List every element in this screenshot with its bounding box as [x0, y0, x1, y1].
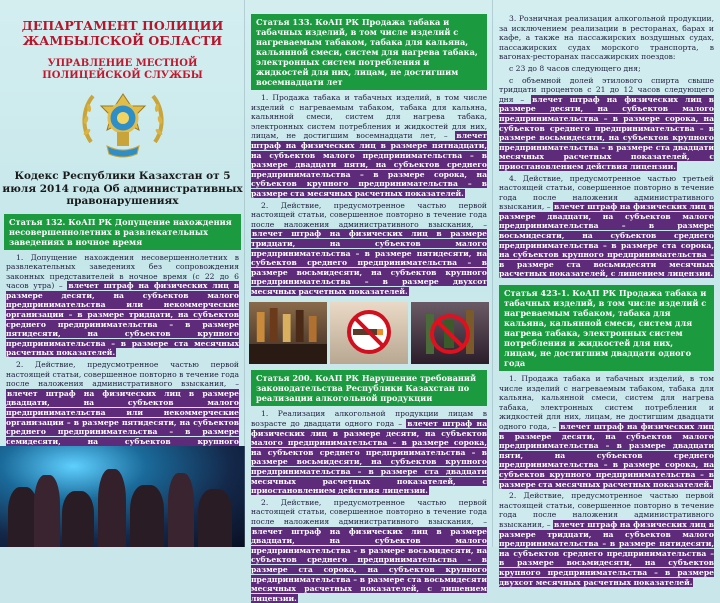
article-200-text: [245, 409, 493, 603]
article-200-part-3: 3. Розничная реализация алкогольной продукции, за исключением реализации в ресторанах, барах и кафе, а также на пассажирских воздушных судах, пассажирских судах морского транспорта, в вагонах-ресторанах пассажирских поездов:: [499, 14, 714, 62]
article-132-part-1-text: 1. Допущение нахождения несовершеннолетних в развлекательных заведениях без сопровождения законных представителей в ночное время (с 22 до 6 часов утра) –: [6, 252, 239, 291]
article-200-part-1: [251, 409, 487, 495]
prohibition-photos: [249, 302, 489, 364]
article-133-part-2: [251, 201, 487, 297]
article-200-part-3-time-1: с 23 до 8 часов следующего дня;: [509, 63, 641, 73]
article-423-1-part-2-penalty: влечет штраф на физических лиц в размере тридцати, на субъектов малого предпринимательства – в размере пятидесяти, на субъектов среднего предпринимательства – в размере восьмидесяти, на субъектов крупного предпринимательства – в размере двухсот месячных расчетных показателей.: [499, 519, 714, 587]
article-133-part-2-penalty: влечет штраф на физических лиц в размере тридцати, на субъектов малого предпринимательства – в размере пятидесяти, на субъектов среднего предпринимательства – в размере восьмидесяти, на субъектов крупного предпринимательства – в размере двухсот месячных расчетных показателей.: [251, 229, 487, 296]
article-200-part-2-text: 2. Действие, предусмотренное частью первой настоящей статьи, совершенное повторно в течение года после наложения административного взыскания, –: [251, 497, 487, 526]
article-132-text: [0, 253, 245, 476]
no-alcohol-sign-photo: [411, 302, 489, 364]
article-200-part-3-time-2-text: с объемной долей этилового спирта свыше тридцати процентов с 21 до 12 часов следующего дня –: [499, 75, 714, 104]
article-200-part-4-penalty: влечет штраф на физических лиц в размере двадцати, на субъектов малого предпринимательства – в размере восьмидесяти, на субъектов среднего предпринимательства – в размере ста сорока, на субъектов крупного предпринимательства – в размере ста восьмидесяти месячных расчетных показателей, с лишением лицензии.: [499, 202, 714, 279]
article-132-part-1-penalty: влечет штраф на физических лиц в размере десяти, на субъектов малого предпринимательства или некоммерческие организации – в размере тридцати, на субъектов среднего предпринимательства – в размере пятидесяти, на субъектов крупного предпринимательства – в размере ста месячных расчетных показателей.: [6, 281, 239, 358]
article-423-1-part-1: [499, 374, 714, 489]
article-423-1-part-1-penalty: влечет штраф на физических лиц в размере десяти, на субъектов малого предпринимательства – в размере двадцати пяти, на субъектов среднего предпринимательства – в размере сорока, на субъектов крупного предпринимательства – в размере ста месячных расчетных показателей.: [499, 422, 714, 489]
article-200-part-1-penalty: влечет штраф на физических лиц в размере десяти, на субъектов малого предпринимательства – в размере сорока, на субъектов среднего предпринимательства – в размере восьмидесяти, на субъектов крупного предпринимательства – в размере ста двадцати месячных расчетных показателей, с приостановлением действия лицензии.: [251, 419, 487, 496]
article-133-text: [245, 93, 493, 296]
article-133-part-1-text: 1. Продажа табака и табачных изделий, в том числе изделий с нагреваемым табаком, табака для кальяна, кальянной смеси, систем для нагрева табака, электронных систем потребления и жидкостей для них, лицам, не достигшим восемнадцати лет, –: [251, 93, 487, 141]
article-200-part-3-penalty: влечет штраф на физических лиц в размере десяти, на субъектов малого предпринимательства – в размере сорока, на субъектов среднего предпринимательства – в размере восьмидесяти, на субъектов крупного предпринимательства – в размере ста двадцати месячных расчетных показателей, с приостановлением действия лицензии.: [499, 94, 714, 171]
article-133-part-1: [251, 93, 487, 199]
article-200-part-4-text: 4. Действие, предусмотренное частью третьей настоящей статьи, совершенное повторно в течение года после наложения административного взыскания, –: [499, 173, 714, 212]
department-subtitle: УПРАВЛЕНИЕ МЕСТНОЙ ПОЛИЦЕЙСКОЙ СЛУЖБЫ: [42, 58, 203, 81]
article-133-heading: Статья 133. КоАП РК Продажа табака и табачных изделий, в том числе изделий с нагреваемым табаком, табака для кальяна, кальянной смеси, систем для нагрева табака, электронных систем потребления и жидкостей для них, лицам, не достигшим восемнадцати лет: [251, 14, 487, 90]
brochure-panel-left: [0, 0, 245, 547]
article-423-1-heading: Статья 423-1. КоАП РК Продажа табака и табачных изделий, в том числе изделий с нагреваемым табаком, табака для кальяна, кальянной смеси, систем для нагрева табака, электронных систем потребления и жидкостей для них, лицам, не достигшим двадцати одного года: [499, 285, 714, 371]
brochure-panel-middle: [245, 0, 493, 603]
article-200-part-2-penalty: влечет штраф на физических лиц в размере двадцати, на субъектов малого предпринимательства – в размере восьмидесяти, на субъектов среднего предпринимательства – в размере ста сорока, на субъектов крупного предпринимательства – в размере ста восьмидесяти месячных расчетных показателей, с лишением лицензии.: [251, 526, 487, 603]
article-200-part-2: [251, 498, 487, 603]
article-423-1-part-2-text: 2. Действие, предусмотренное частью первой настоящей статьи, совершенное повторно в течение года после наложения административного взыскания, –: [499, 491, 714, 529]
article-200-part-3-time-2: [499, 76, 714, 172]
article-200-heading: Статья 200. КоАП РК Нарушение требований законодательства Республики Казахстан по реализации алкогольной продукции: [251, 370, 487, 406]
article-423-1-text: [493, 374, 720, 587]
bar-photo: [249, 302, 327, 364]
article-133-part-1-penalty: влечет штраф на физических лиц в размере пятнадцати, на субъектов малого предпринимательства – в размере двадцати пяти, на субъектов среднего предпринимательства – в размере сорока, на субъектов крупного предпринимательства – в размере ста месячных расчетных показателей.: [251, 131, 487, 198]
article-132-part-2-text: 2. Действие, предусмотренное частью первой настоящей статьи, совершенное повторно в течение года после наложения административного взыскания, –: [6, 360, 239, 389]
nightclub-photo: [0, 446, 245, 547]
police-emblem-icon: [77, 88, 169, 166]
article-132-part-2-penalty: влечет штраф на физических лиц в размере двадцати, на субъектов малого предпринимательства или некоммерческие организации – в размере пятидесяти, на субъектов среднего предпринимательства – в размере семидесяти, на субъектов крупного: [6, 389, 239, 475]
article-200-part-4: [499, 174, 714, 280]
article-132-heading: Статья 132. КоАП РК Допущение нахождения несовершеннолетних в развлекательных заведениях в ночное время: [4, 214, 241, 250]
brochure-panel-right: [493, 0, 720, 587]
article-423-1-part-1-text: 1. Продажа табака и табачных изделий, в том числе изделий с нагреваемым табаком, табака для кальяна, кальянной смеси, систем для нагрева табака, электронных систем потребления и жидкостей для них, лицам, не достигшим двадцати одного года, –: [499, 374, 714, 431]
article-423-1-part-2: [499, 491, 714, 587]
article-200-part-3-text: [493, 14, 720, 279]
code-title: Кодекс Республики Казахстан от 5 июля 2014 года Об административных правонарушениях: [2, 170, 243, 207]
article-200-part-1-text: 1. Реализация алкогольной продукции лицам в возрасте до двадцати одного года –: [251, 409, 487, 429]
no-smoking-sign-photo: [330, 302, 408, 364]
article-132-part-1: [6, 253, 239, 359]
department-title: ДЕПАРТАМЕНТ ПОЛИЦИИ ЖАМБЫЛСКОЙ ОБЛАСТИ: [21, 18, 224, 48]
article-133-part-2-text: 2. Действие, предусмотренное частью первой настоящей статьи, совершенное повторно в течение года после наложения административного взыскания, –: [251, 200, 487, 229]
